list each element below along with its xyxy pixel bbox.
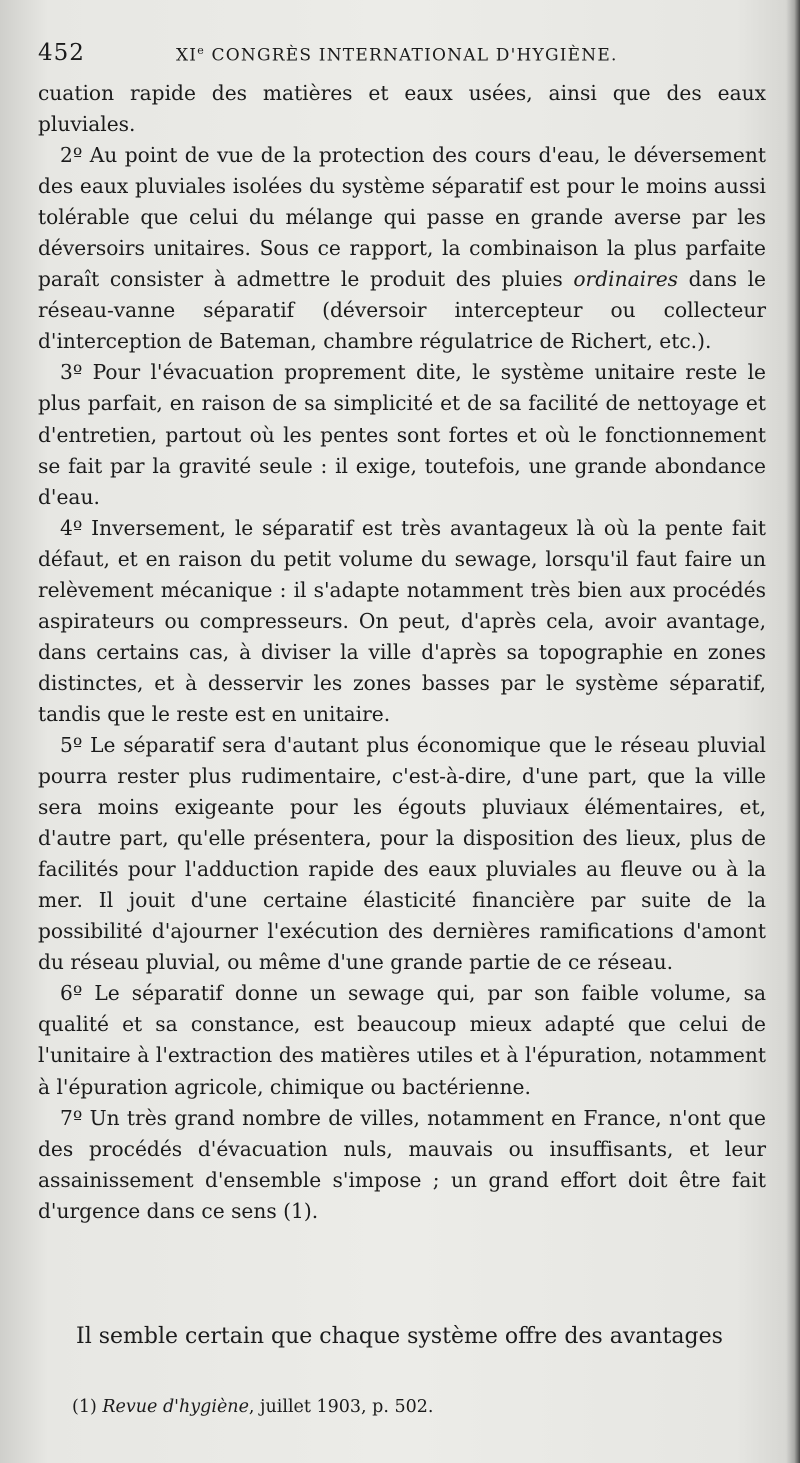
paragraph-point-2-italic: ordinaires: [573, 267, 679, 292]
paragraph-point-2-text-after: dans le réseau-vanne séparatif (déversoir intercepteur ou collecteur d'interception de Bateman, chambre régulatrice de Richert, etc.).: [38, 267, 766, 354]
running-head: [176, 44, 618, 66]
body-text: [38, 78, 766, 1227]
paragraph-point-7: 7º Un très grand nombre de villes, notamment en France, n'ont que des procédés d'évacuation nuls, mauvais ou insuffisants, et leur assainissement d'ensemble s'impose ; un grand effort doit être fait d'urgence dans ce sens (1).: [38, 1105, 766, 1223]
running-head-title: CONGRÈS INTERNATIONAL D'HYGIÈNE.: [204, 45, 618, 66]
paragraph-continuation: cuation rapide des matières et eaux usées, ainsi que des eaux pluviales.: [38, 81, 766, 137]
paragraph-point-4: 4º Inversement, le séparatif est très avantageux là où la pente fait défaut, et en raison du petit volume du sewage, lorsqu'il faut faire un relèvement mécanique : il s'adapte notamment très bien aux procédés aspirateurs ou compresseurs. On peut, d'après cela, avoir avantage, dans certains cas, à diviser la ville d'après sa topographie en zones distinctes, et à desservir les zones basses par le système séparatif, tandis que le reste est en unitaire.: [38, 515, 766, 726]
footnote-marker: (1): [72, 1397, 103, 1417]
paragraph-point-5: 5º Le séparatif sera d'autant plus économique que le réseau pluvial pourra rester plus rudimentaire, c'est-à-dire, d'une part, que la ville sera moins exigeante pour les égouts pluviaux élémentaires, et, d'autre part, qu'elle présentera, pour la disposition des lieux, plus de facilités pour l'adduction rapide des eaux pluviales au fleuve ou à la mer. Il jouit d'une certaine élasticité financière par suite de la possibilité d'ajourner l'exécution des dernières ramifications d'amont du réseau pluvial, ou même d'une grande partie de ce réseau.: [38, 732, 766, 975]
page-header: [38, 38, 768, 72]
paragraph-point-3: 3º Pour l'évacuation proprement dite, le système unitaire reste le plus parfait, en raison de sa simplicité et de sa facilité de nettoyage et d'entretien, partout où les pentes sont fortes et où le fonctionnement se fait par la gravité seule : il exige, toutefois, une grande abondance d'eau.: [38, 360, 766, 509]
footnote-citation: , juillet 1903, p. 502.: [248, 1397, 434, 1417]
footnote-journal: Revue d'hygiène: [102, 1397, 249, 1417]
footnote: [72, 1394, 672, 1420]
paragraph-point-2-text: 2º Au point de vue de la protection des cours d'eau, le déversement des eaux pluviales isolées du système séparatif est pour le moins aussi tolérable que celui du mélange qui passe en grande averse par les déversoirs unitaires. Sous ce rapport, la combinaison la plus parfaite paraît consister à admettre le produit des pluies: [38, 143, 766, 292]
closing-line: Il semble certain que chaque système offre des avantages: [76, 1324, 723, 1349]
page-number: 452: [38, 40, 85, 66]
page-edge-shadow: [786, 0, 800, 1463]
paragraph-point-6: 6º Le séparatif donne un sewage qui, par son faible volume, sa qualité et sa constance, est beaucoup mieux adapté que celui de l'unitaire à l'extraction des matières utiles et à l'épuration, notamment à l'épuration agricole, chimique ou bactérienne.: [38, 981, 766, 1099]
running-head-ordinal-sup: e: [197, 44, 205, 57]
paragraph-point-2: [38, 140, 766, 357]
running-head-ordinal: XI: [176, 45, 198, 66]
